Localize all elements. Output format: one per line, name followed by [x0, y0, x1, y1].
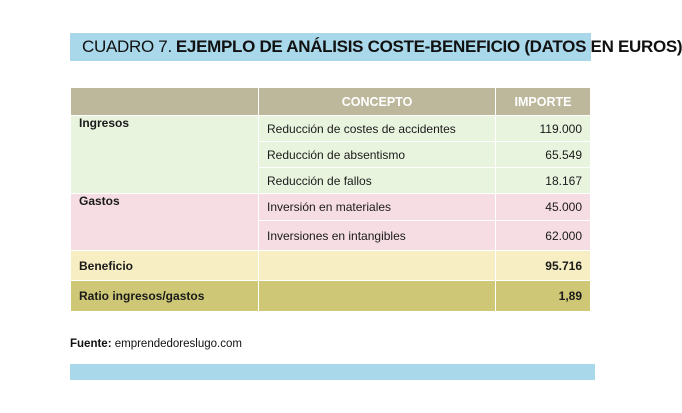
row-concept: Inversiones en intangibles	[259, 221, 496, 251]
bottom-bar	[70, 364, 595, 380]
header-concepto: CONCEPTO	[259, 88, 496, 116]
ratio-concept-empty	[259, 281, 496, 312]
ratio-row	[71, 281, 591, 312]
title-text: EJEMPLO DE ANÁLISIS COSTE-BENEFICIO (DATOS EN EUROS)	[175, 37, 682, 56]
title-prefix: CUADRO 7.	[82, 37, 172, 56]
ratio-label: Ratio ingresos/gastos	[71, 281, 259, 312]
beneficio-row	[71, 251, 591, 281]
beneficio-amount: 95.716	[496, 251, 591, 281]
row-amount: 119.000	[496, 116, 591, 142]
source-note	[70, 338, 242, 350]
table-row	[71, 194, 591, 221]
row-concept: Reducción de absentismo	[259, 142, 496, 168]
row-amount: 65.549	[496, 142, 591, 168]
source-value: emprendedoreslugo.com	[114, 338, 242, 350]
table-title	[70, 33, 682, 61]
row-concept: Reducción de fallos	[259, 168, 496, 194]
header-blank	[71, 88, 259, 116]
row-concept: Reducción de costes de accidentes	[259, 116, 496, 142]
row-amount: 18.167	[496, 168, 591, 194]
table-header-row	[71, 88, 591, 116]
table-row	[71, 116, 591, 142]
ratio-amount: 1,89	[496, 281, 591, 312]
group-label-ingresos: Ingresos	[71, 116, 259, 194]
cost-benefit-table	[70, 87, 591, 312]
row-amount: 62.000	[496, 221, 591, 251]
group-label-gastos: Gastos	[71, 194, 259, 251]
source-label: Fuente:	[70, 338, 112, 350]
header-importe: IMPORTE	[496, 88, 591, 116]
row-amount: 45.000	[496, 194, 591, 221]
beneficio-concept-empty	[259, 251, 496, 281]
beneficio-label: Beneficio	[71, 251, 259, 281]
row-concept: Inversión en materiales	[259, 194, 496, 221]
